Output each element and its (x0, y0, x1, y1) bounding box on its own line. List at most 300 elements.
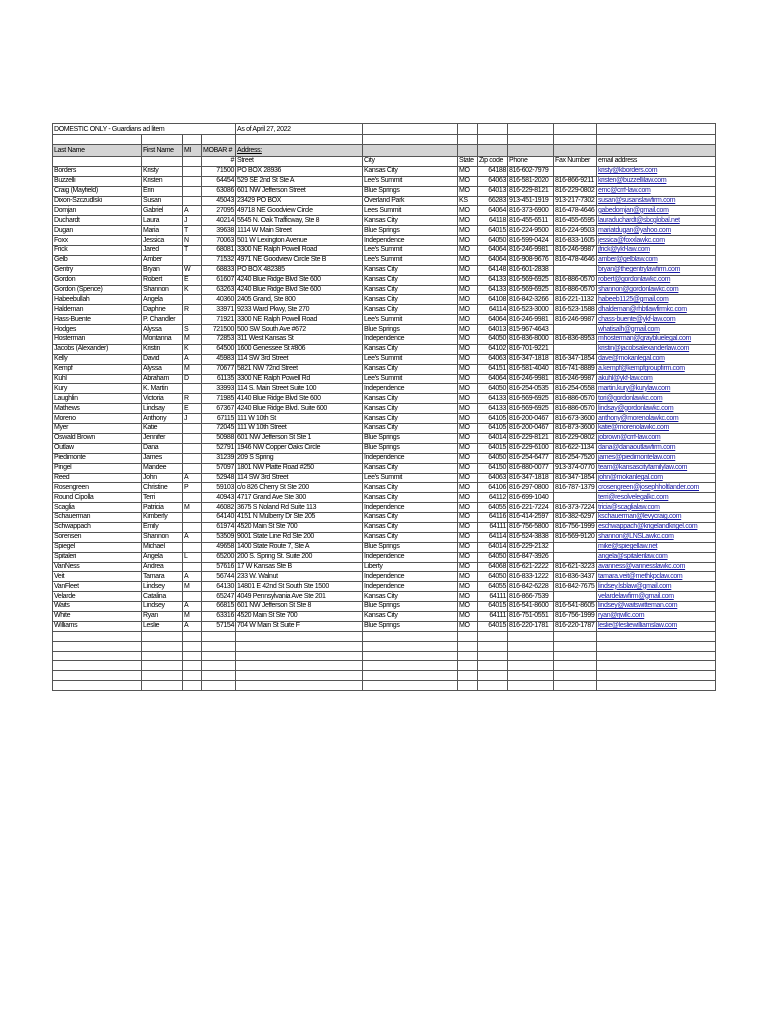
cell-first-name: P. Chandler (142, 315, 183, 325)
cell-state: MO (458, 513, 478, 523)
cell-street: 9233 Ward Pkwy, Ste 270 (236, 305, 363, 315)
cell-zip: 64112 (478, 493, 508, 503)
cell-last-name: White (53, 611, 142, 621)
cell-mobar: 33993 (202, 384, 236, 394)
cell-email[interactable]: shannon@LNSLawkc.com (597, 532, 716, 542)
cell-city: Kansas City (363, 305, 458, 315)
cell-first-name: Dana (142, 443, 183, 453)
cell-fax: 816-741-8889 (554, 364, 597, 374)
cell-email[interactable]: mariatdugan@yahoo.com (597, 226, 716, 236)
cell-zip: 64118 (478, 216, 508, 226)
cell-state: MO (458, 443, 478, 453)
cell-last-name: Laughlin (53, 394, 142, 404)
cell-zip: 64064 (478, 374, 508, 384)
cell-phone: 816-541-8600 (508, 602, 554, 612)
table-row (53, 206, 716, 216)
empty-cell (478, 681, 508, 691)
table-row (53, 503, 716, 513)
cell-fax: 816-373-7224 (554, 503, 597, 513)
cell-phone: 816-569-6925 (508, 285, 554, 295)
cell-first-name: Anthony (142, 414, 183, 424)
cell-street: 49718 NE Goodview Circle (236, 206, 363, 216)
cell-street: 3675 S Noland Rd Suite 113 (236, 503, 363, 513)
cell-city: Lee's Summit (363, 246, 458, 256)
cell-street: 14801 E 42nd St South Ste 1500 (236, 582, 363, 592)
cell-city: Kansas City (363, 483, 458, 493)
cell-mobar: 61974 (202, 522, 236, 532)
cell-email[interactable]: mhosterman@graybluelegal.com (597, 335, 716, 345)
cell-mi (183, 443, 202, 453)
cell-email[interactable]: dave@mokanlegal.com (597, 354, 716, 364)
cell-email[interactable]: jobrown@crrf-law.com (597, 433, 716, 443)
cell-street: 9001 State Line Rd Ste 200 (236, 532, 363, 542)
cell-street: 1801 NW Platte Road #250 (236, 463, 363, 473)
cell-email[interactable]: team@kansascityfamilylaw.com (597, 463, 716, 473)
table-row (53, 513, 716, 523)
cell-email[interactable]: a.kempf@kempfgroupfirm.com (597, 364, 716, 374)
cell-email[interactable]: bryan@thegentrylawfirm.com (597, 265, 716, 275)
empty-cell (458, 671, 478, 681)
cell-mobar: 27095 (202, 206, 236, 216)
cell-email[interactable]: tori@gordonlawkc.com (597, 394, 716, 404)
cell-phone: 816-836-8000 (508, 335, 554, 345)
cell-mobar: 71921 (202, 315, 236, 325)
cell-email[interactable]: emc@crrf-law.com (597, 186, 716, 196)
cell-mobar: 57616 (202, 562, 236, 572)
cell-state: MO (458, 186, 478, 196)
cell-zip: 64150 (478, 463, 508, 473)
cell-mi (183, 463, 202, 473)
cell-city: Lees Summit (363, 206, 458, 216)
cell-first-name: Kristy (142, 166, 183, 176)
cell-last-name: Foxx (53, 236, 142, 246)
cell-email[interactable]: john@mokanlegal.com (597, 473, 716, 483)
cell-phone: 816-699-1040 (508, 493, 554, 503)
cell-zip: 64133 (478, 404, 508, 414)
cell-fax: 913-217-7302 (554, 196, 597, 206)
cell-mi: E (183, 275, 202, 285)
cell-zip: 64013 (478, 325, 508, 335)
header-address: Address: (236, 144, 363, 156)
cell-zip: 64015 (478, 602, 508, 612)
cell-phone: 816-621-2222 (508, 562, 554, 572)
cell-last-name: Rosengreen (53, 483, 142, 493)
cell-city: Lee's Summit (363, 315, 458, 325)
table-row (53, 196, 716, 206)
cell-first-name: Alyssa (142, 364, 183, 374)
header-state: State (458, 156, 478, 166)
table-row (53, 542, 716, 552)
cell-street: 501 W Lexington Avenue (236, 236, 363, 246)
empty-cell (458, 651, 478, 661)
cell-email[interactable]: lindsey.lsblaw@gmail.com (597, 582, 716, 592)
cell-last-name: Schauerman (53, 513, 142, 523)
cell-mi: S (183, 325, 202, 335)
cell-last-name: Kuhl (53, 374, 142, 384)
cell-fax: 816-382-6297 (554, 513, 597, 523)
cell-last-name: Hass-Buente (53, 315, 142, 325)
guardians-table (52, 123, 716, 691)
cell-fax: 816-229-0802 (554, 186, 597, 196)
cell-city: Blue Springs (363, 621, 458, 631)
cell-fax: 816-246-9987 (554, 374, 597, 384)
empty-cell (236, 641, 363, 651)
cell-first-name: Christine (142, 483, 183, 493)
header-fax: Fax Number (554, 156, 597, 166)
cell-mi (183, 522, 202, 532)
cell-city: Liberty (363, 562, 458, 572)
cell-first-name: Jared (142, 246, 183, 256)
cell-city: Blue Springs (363, 226, 458, 236)
cell-email[interactable]: angela@spitalerilaw.com (597, 552, 716, 562)
cell-fax: 816-254-7520 (554, 453, 597, 463)
cell-state: MO (458, 176, 478, 186)
cell-state: MO (458, 285, 478, 295)
cell-mobar: 56744 (202, 572, 236, 582)
cell-street: 601 NW Jefferson St Ste 8 (236, 602, 363, 612)
cell-city: Blue Springs (363, 325, 458, 335)
cell-zip: 64108 (478, 295, 508, 305)
cell-phone: 913-451-1919 (508, 196, 554, 206)
empty-cell (597, 661, 716, 671)
cell-email[interactable]: dana@danaoutlawfirm.com (597, 443, 716, 453)
cell-state: MO (458, 463, 478, 473)
cell-first-name: Maria (142, 226, 183, 236)
cell-mobar: 70677 (202, 364, 236, 374)
cell-state: MO (458, 404, 478, 414)
cell-last-name: Borders (53, 166, 142, 176)
header-mobar: MOBAR # (202, 144, 236, 156)
cell-zip: 64068 (478, 562, 508, 572)
cell-phone: 816-847-3926 (508, 552, 554, 562)
cell-email[interactable]: crosengreen@josephholtlander.com (597, 483, 716, 493)
cell-email[interactable]: akuhl@ykf-law.com (597, 374, 716, 384)
cell-email[interactable]: james@piedimontelaw.com (597, 453, 716, 463)
cell-first-name: Katie (142, 424, 183, 434)
cell-fax: 816-673-3600 (554, 414, 597, 424)
cell-state: MO (458, 364, 478, 374)
cell-email[interactable]: lindsay@gordonlawkc.com (597, 404, 716, 414)
cell-state: MO (458, 236, 478, 246)
cell-street: 114 S. Main Street Suite 100 (236, 384, 363, 394)
cell-email[interactable]: kristin@jacobsalexanderlaw.com (597, 344, 716, 354)
empty-cell (236, 681, 363, 691)
cell-email[interactable]: amber@gelblaw.com (597, 255, 716, 265)
cell-street: 4049 Pennsylvania Ave Ste 201 (236, 592, 363, 602)
cell-phone: 816-581-2020 (508, 176, 554, 186)
cell-street: 200 S. Spring St. Suite 200 (236, 552, 363, 562)
cell-city: Blue Springs (363, 542, 458, 552)
cell-email[interactable]: eschwappach@krigelandkrigel.com (597, 522, 716, 532)
cell-state: MO (458, 473, 478, 483)
cell-city: Independence (363, 335, 458, 345)
cell-last-name: Dugan (53, 226, 142, 236)
cell-city: Kansas City (363, 216, 458, 226)
cell-last-name: Gelb (53, 255, 142, 265)
cell-phone: 816-224-9500 (508, 226, 554, 236)
cell-mobar: 59103 (202, 483, 236, 493)
cell-state: MO (458, 394, 478, 404)
guardians-spreadsheet (52, 123, 715, 691)
cell-mobar: 61607 (202, 275, 236, 285)
empty-cell (554, 641, 597, 651)
table-row (53, 176, 716, 186)
cell-zip: 64151 (478, 364, 508, 374)
cell-first-name: Catalina (142, 592, 183, 602)
cell-zip: 64050 (478, 236, 508, 246)
cell-zip: 64015 (478, 226, 508, 236)
cell-mobar: 67115 (202, 414, 236, 424)
table-row (53, 315, 716, 325)
cell-mi: M (183, 582, 202, 592)
cell-mi: M (183, 611, 202, 621)
table-row (53, 166, 716, 176)
cell-email[interactable]: lindsey@waitswitteman.com (597, 602, 716, 612)
cell-fax: 816-224-9503 (554, 226, 597, 236)
cell-street: 4520 Main St Ste 700 (236, 522, 363, 532)
cell-zip: 64055 (478, 503, 508, 513)
header-mi: MI (183, 144, 202, 156)
cell-mi: A (183, 621, 202, 631)
cell-fax: 816-886-0570 (554, 275, 597, 285)
cell-email[interactable]: gabedomjan@gmail.com (597, 206, 716, 216)
cell-city: Kansas City (363, 522, 458, 532)
empty-cell (236, 651, 363, 661)
spacer-row (53, 135, 716, 145)
cell-fax: 816-246-9987 (554, 246, 597, 256)
cell-state: MO (458, 315, 478, 325)
cell-email[interactable]: ryan@rjwllc.com (597, 611, 716, 621)
cell-last-name: Reed (53, 473, 142, 483)
cell-mobar: 72853 (202, 335, 236, 345)
cell-mobar: 63263 (202, 285, 236, 295)
cell-first-name: Laura (142, 216, 183, 226)
cell-email[interactable]: robert@gordonlawkc.com (597, 275, 716, 285)
empty-cell (458, 641, 478, 651)
empty-cell (597, 651, 716, 661)
header-first-name: First Name (142, 144, 183, 156)
cell-phone: 816-569-6925 (508, 394, 554, 404)
cell-email[interactable]: martin.kury@kurylaw.com (597, 384, 716, 394)
empty-cell (597, 671, 716, 681)
cell-email[interactable]: shannon@gordonlawkc.com (597, 285, 716, 295)
cell-phone: 816-866-7539 (508, 592, 554, 602)
cell-state: MO (458, 265, 478, 275)
cell-zip: 64114 (478, 532, 508, 542)
cell-email[interactable]: terri@resolvelegalkc.com (597, 493, 716, 503)
cell-first-name: Leslie (142, 621, 183, 631)
cell-last-name: Duchardt (53, 216, 142, 226)
cell-last-name: Domjan (53, 206, 142, 216)
empty-cell (363, 641, 458, 651)
cell-last-name: Moreno (53, 414, 142, 424)
cell-state: MO (458, 226, 478, 236)
cell-phone: 816-701-9221 (508, 344, 554, 354)
cell-fax: 816-347-1854 (554, 354, 597, 364)
cell-zip: 64050 (478, 572, 508, 582)
empty-cell (478, 651, 508, 661)
cell-first-name: Kimberly (142, 513, 183, 523)
empty-cell (363, 671, 458, 681)
cell-fax: 816-455-6595 (554, 216, 597, 226)
cell-email[interactable]: habeeb1125@gmail.com (597, 295, 716, 305)
cell-zip: 64114 (478, 305, 508, 315)
cell-zip: 64102 (478, 344, 508, 354)
cell-mobar: 64500 (202, 344, 236, 354)
empty-row (53, 671, 716, 681)
cell-zip: 64015 (478, 443, 508, 453)
cell-mobar: 45043 (202, 196, 236, 206)
cell-state: KS (458, 196, 478, 206)
cell-mobar: 40943 (202, 493, 236, 503)
cell-email[interactable]: jessica@foxxlawkc.com (597, 236, 716, 246)
cell-first-name: Angela (142, 552, 183, 562)
cell-street: 1946 NW Copper Oaks Circle (236, 443, 363, 453)
cell-mi: A (183, 473, 202, 483)
cell-state: MO (458, 325, 478, 335)
empty-cell (202, 631, 236, 641)
cell-city: Independence (363, 503, 458, 513)
cell-email[interactable]: avanness@vannesslawkc.com (597, 562, 716, 572)
cell-street: 4240 Blue Ridge Blvd Ste 600 (236, 275, 363, 285)
cell-email[interactable]: dhaldeman@rhbtlawfirmkc.com (597, 305, 716, 315)
table-row (53, 483, 716, 493)
cell-mi (183, 255, 202, 265)
header-street: Street (236, 156, 363, 166)
cell-email[interactable]: jfrick@ykf-law.com (597, 246, 716, 256)
cell-last-name: Round Cipolla (53, 493, 142, 503)
cell-phone: 816-200-0467 (508, 414, 554, 424)
cell-state: MO (458, 522, 478, 532)
cell-state: MO (458, 453, 478, 463)
cell-phone: 816-599-0424 (508, 236, 554, 246)
cell-street: 233 W. Walnut (236, 572, 363, 582)
cell-city: Independence (363, 453, 458, 463)
cell-phone: 816-602-7979 (508, 166, 554, 176)
cell-mi (183, 315, 202, 325)
cell-email[interactable]: kristen@buzzellilaw.com (597, 176, 716, 186)
cell-mi: R (183, 394, 202, 404)
cell-email[interactable]: kristy@kborders.com (597, 166, 716, 176)
empty-cell (478, 671, 508, 681)
table-row (53, 305, 716, 315)
cell-email[interactable]: lauraduchardt@sbcglobal.net (597, 216, 716, 226)
cell-email[interactable]: whatisalh@gmail.com (597, 325, 716, 335)
cell-state: MO (458, 552, 478, 562)
cell-mi (183, 424, 202, 434)
cell-street: 111 W 10th St (236, 414, 363, 424)
empty-cell (53, 641, 142, 651)
cell-last-name: Gentry (53, 265, 142, 275)
cell-last-name: Kury (53, 384, 142, 394)
header-phone: Phone (508, 156, 554, 166)
cell-mobar: 53509 (202, 532, 236, 542)
table-row (53, 522, 716, 532)
cell-email[interactable]: susan@susanslawfirm.com (597, 196, 716, 206)
cell-city: Kansas City (363, 344, 458, 354)
cell-fax: 816-836-3437 (554, 572, 597, 582)
table-row (53, 295, 716, 305)
cell-zip: 64133 (478, 285, 508, 295)
cell-city: Kansas City (363, 275, 458, 285)
cell-state: MO (458, 166, 478, 176)
header-zip: Zip code (478, 156, 508, 166)
cell-email[interactable]: tricia@scaglialaw.com (597, 503, 716, 513)
cell-phone: 816-569-6925 (508, 275, 554, 285)
cell-mi (183, 513, 202, 523)
cell-city: Lee's Summit (363, 255, 458, 265)
cell-email[interactable]: tamara.veit@methkpclaw.com (597, 572, 716, 582)
cell-last-name: Gordon (53, 275, 142, 285)
cell-city: Lee's Summit (363, 473, 458, 483)
cell-mi (183, 384, 202, 394)
empty-cell (53, 651, 142, 661)
cell-state: MO (458, 572, 478, 582)
cell-last-name: Velarde (53, 592, 142, 602)
cell-email[interactable]: mike@spiegellaw.net (597, 542, 716, 552)
cell-mi: T (183, 226, 202, 236)
cell-mobar: 71532 (202, 255, 236, 265)
cell-state: MO (458, 582, 478, 592)
cell-state: MO (458, 414, 478, 424)
cell-email[interactable]: katie@morenolawkc.com (597, 424, 716, 434)
table-row (53, 572, 716, 582)
cell-first-name: Angela (142, 295, 183, 305)
empty-cell (183, 641, 202, 651)
cell-state: MO (458, 532, 478, 542)
cell-state: MO (458, 562, 478, 572)
header-last-name: Last Name (53, 144, 142, 156)
empty-row (53, 651, 716, 661)
cell-first-name: Kristen (142, 176, 183, 186)
cell-last-name: Dixon-Szczudlski (53, 196, 142, 206)
header-mobar-hash: # (202, 156, 236, 166)
cell-fax: 816-621-3223 (554, 562, 597, 572)
empty-cell (142, 641, 183, 651)
cell-state: MO (458, 483, 478, 493)
cell-email[interactable]: anthony@morenolawkc.com (597, 414, 716, 424)
cell-state: MO (458, 275, 478, 285)
cell-first-name: Victoria (142, 394, 183, 404)
empty-cell (478, 631, 508, 641)
cell-state: MO (458, 374, 478, 384)
cell-phone: 816-524-3838 (508, 532, 554, 542)
cell-email[interactable]: leslie@lesliewilliamslaw.com (597, 621, 716, 631)
table-row (53, 255, 716, 265)
cell-phone: 816-751-0551 (508, 611, 554, 621)
table-row (53, 216, 716, 226)
cell-last-name: Schwappach (53, 522, 142, 532)
cell-zip: 64188 (478, 166, 508, 176)
cell-phone: 816-200-0467 (508, 424, 554, 434)
empty-cell (508, 641, 554, 651)
cell-fax: 816-523-1588 (554, 305, 597, 315)
cell-phone: 816-221-7224 (508, 503, 554, 513)
cell-city: Independence (363, 552, 458, 562)
cell-email[interactable]: velardelawfirm@gmail.com (597, 592, 716, 602)
cell-email[interactable]: chass-buente@ykf-law.com (597, 315, 716, 325)
cell-zip: 64064 (478, 246, 508, 256)
table-row (53, 592, 716, 602)
cell-email[interactable]: kschauerman@levycraig.com (597, 513, 716, 523)
cell-state: MO (458, 424, 478, 434)
empty-cell (597, 631, 716, 641)
empty-cell (458, 661, 478, 671)
cell-state: MO (458, 206, 478, 216)
cell-mi: K (183, 344, 202, 354)
header-row (53, 144, 716, 156)
cell-street: 704 W Main St Suite F (236, 621, 363, 631)
